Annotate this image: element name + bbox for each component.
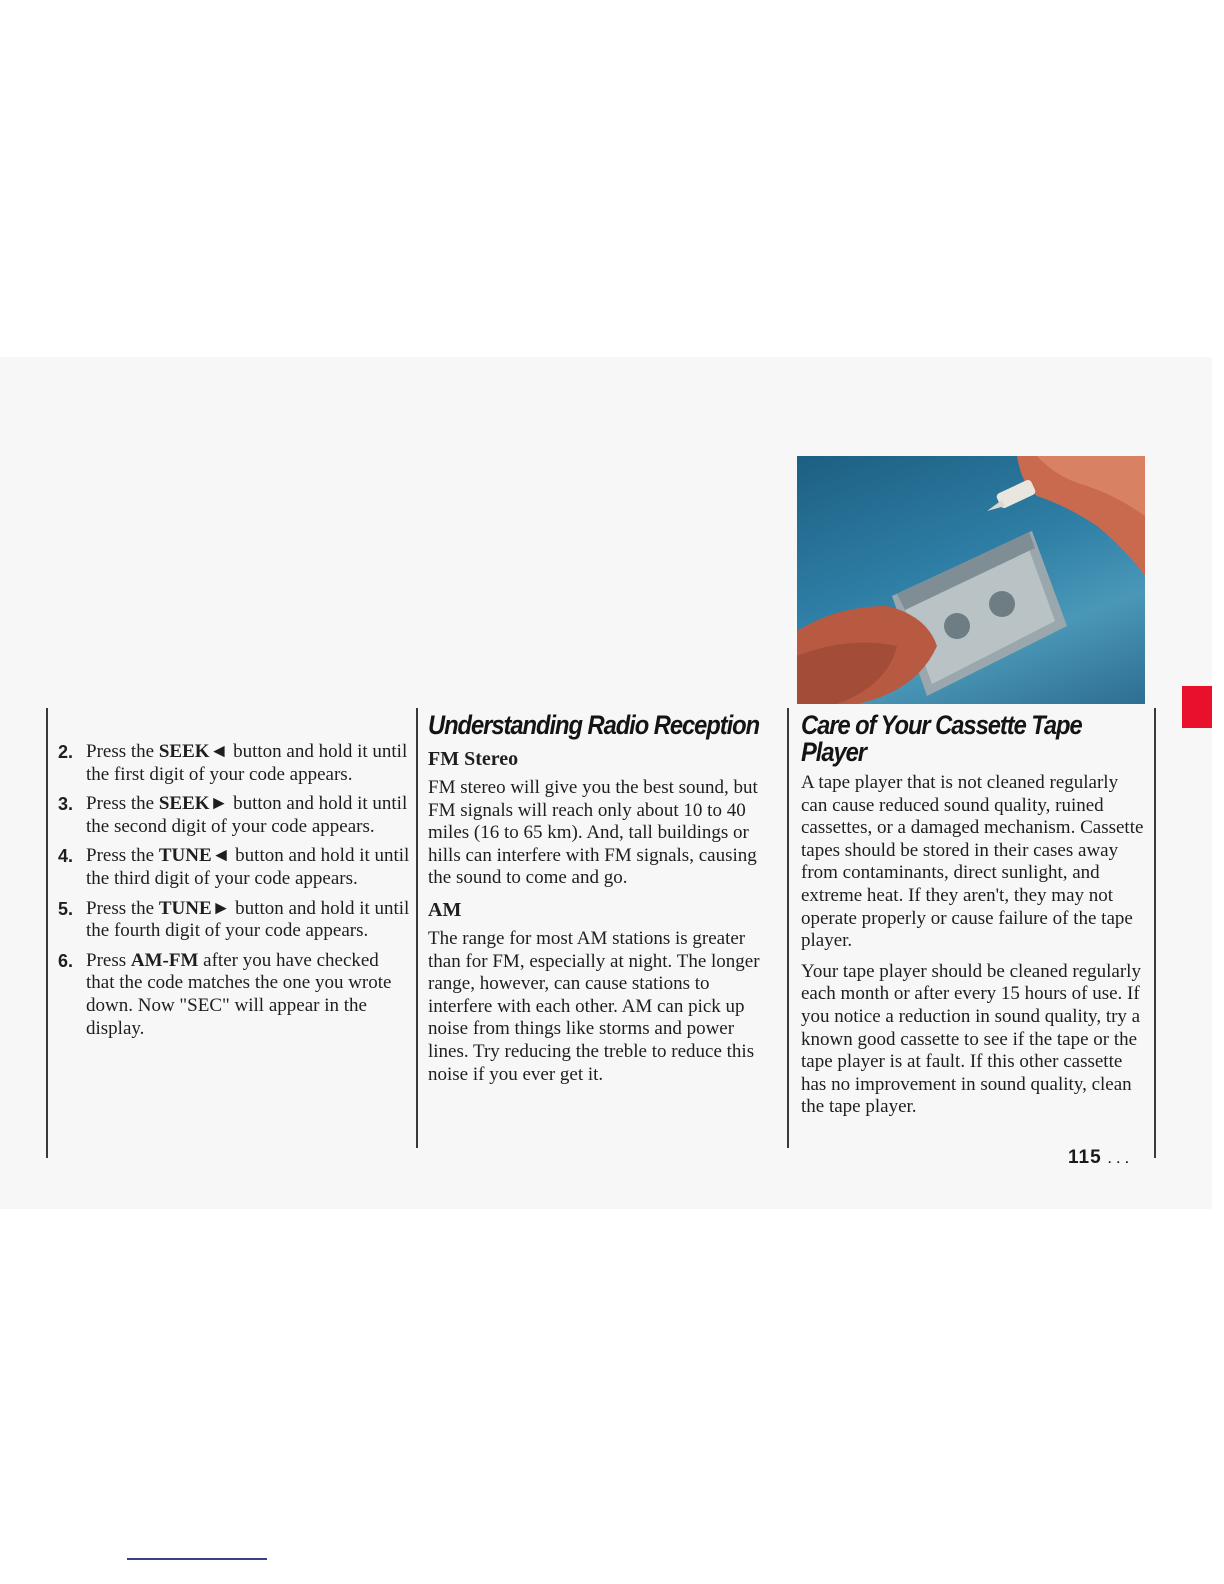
button-name: SEEK► [158,793,229,815]
cassette-section-title: Care of Your Cassette Tape Player [801,710,1082,767]
list-item: 4. Press the TUNE◄ button and hold it until the third digit of your code appears. [58,845,410,889]
cassette-paragraph-1: A tape player that is not cleaned regularly can cause reduced sound quality, ruined cassettes, or a damaged mechanism. Cassette tapes should be stored in their cases away from contaminants, direct sunlight, and extreme heat. If they aren't, they may not operate properly or cause failure of the tape player. [801,772,1144,952]
section-tab [1182,686,1212,728]
step-number: 3. [58,794,74,815]
step-number: 6. [58,950,74,971]
fm-paragraph: FM stereo will give you the best sound, but FM signals will reach only about 10 to 40 miles (16 to 65 km). And, tall buildings or hills can interfere with FM signals, causing the sound to come and go. [428,777,758,889]
cassette-cleaning-photo [797,456,1145,704]
am-heading: AM [428,898,462,921]
radio-section-title: Understanding Radio Reception [428,710,760,740]
button-name: SEEK◄ [158,741,229,762]
step-number: 5. [58,898,74,919]
button-name: TUNE► [158,897,231,919]
cassette-paragraph-2: Your tape player should be cleaned regularly each month or after every 15 hours of use. If you notice a reduction in sound quality, try a known good cassette to see if the tape or the tape player is at fault. If this other cassette has no improvement in sound quality, clean the tape player. [801,960,1141,1118]
list-item: 3. Press the SEEK► button and hold it until the second digit of your code appears. [58,793,408,837]
cassette-section [801,712,1149,1127]
button-name: AM-FM [130,949,199,971]
button-name: TUNE◄ [158,845,231,867]
list-item: 2. Press the SEEK◄ button and hold it until the first digit of your code appears. [58,741,408,785]
radio-section [428,712,776,1094]
column-rule-far-right [1154,708,1156,1158]
column-rule-right [787,708,789,1148]
steps-list [50,741,410,1047]
list-item: 5. Press the TUNE► button and hold it until the fourth digit of your code appears. [58,897,410,942]
column-rule-middle [416,708,418,1148]
fm-heading: FM Stereo [428,748,519,770]
step-number: 2. [58,742,74,762]
page-number: 115 . . . [1068,1147,1130,1168]
step-number: 4. [58,846,74,867]
footer-line [127,1558,267,1560]
cassette-cleaning-photo-icon [797,456,1145,704]
list-item: 6. Press AM-FM after you have checked that the code matches the one you wrote down. Now "SEC" will appear in the display. [58,949,392,1039]
column-rule-left [46,708,48,1158]
am-paragraph: The range for most AM stations is greater than for FM, especially at night. The longer range, however, can cause stations to interfere with each other. AM can pick up noise from things like storms and power lines. Try reducing the treble to reduce this noise if you ever get it. [428,927,760,1085]
